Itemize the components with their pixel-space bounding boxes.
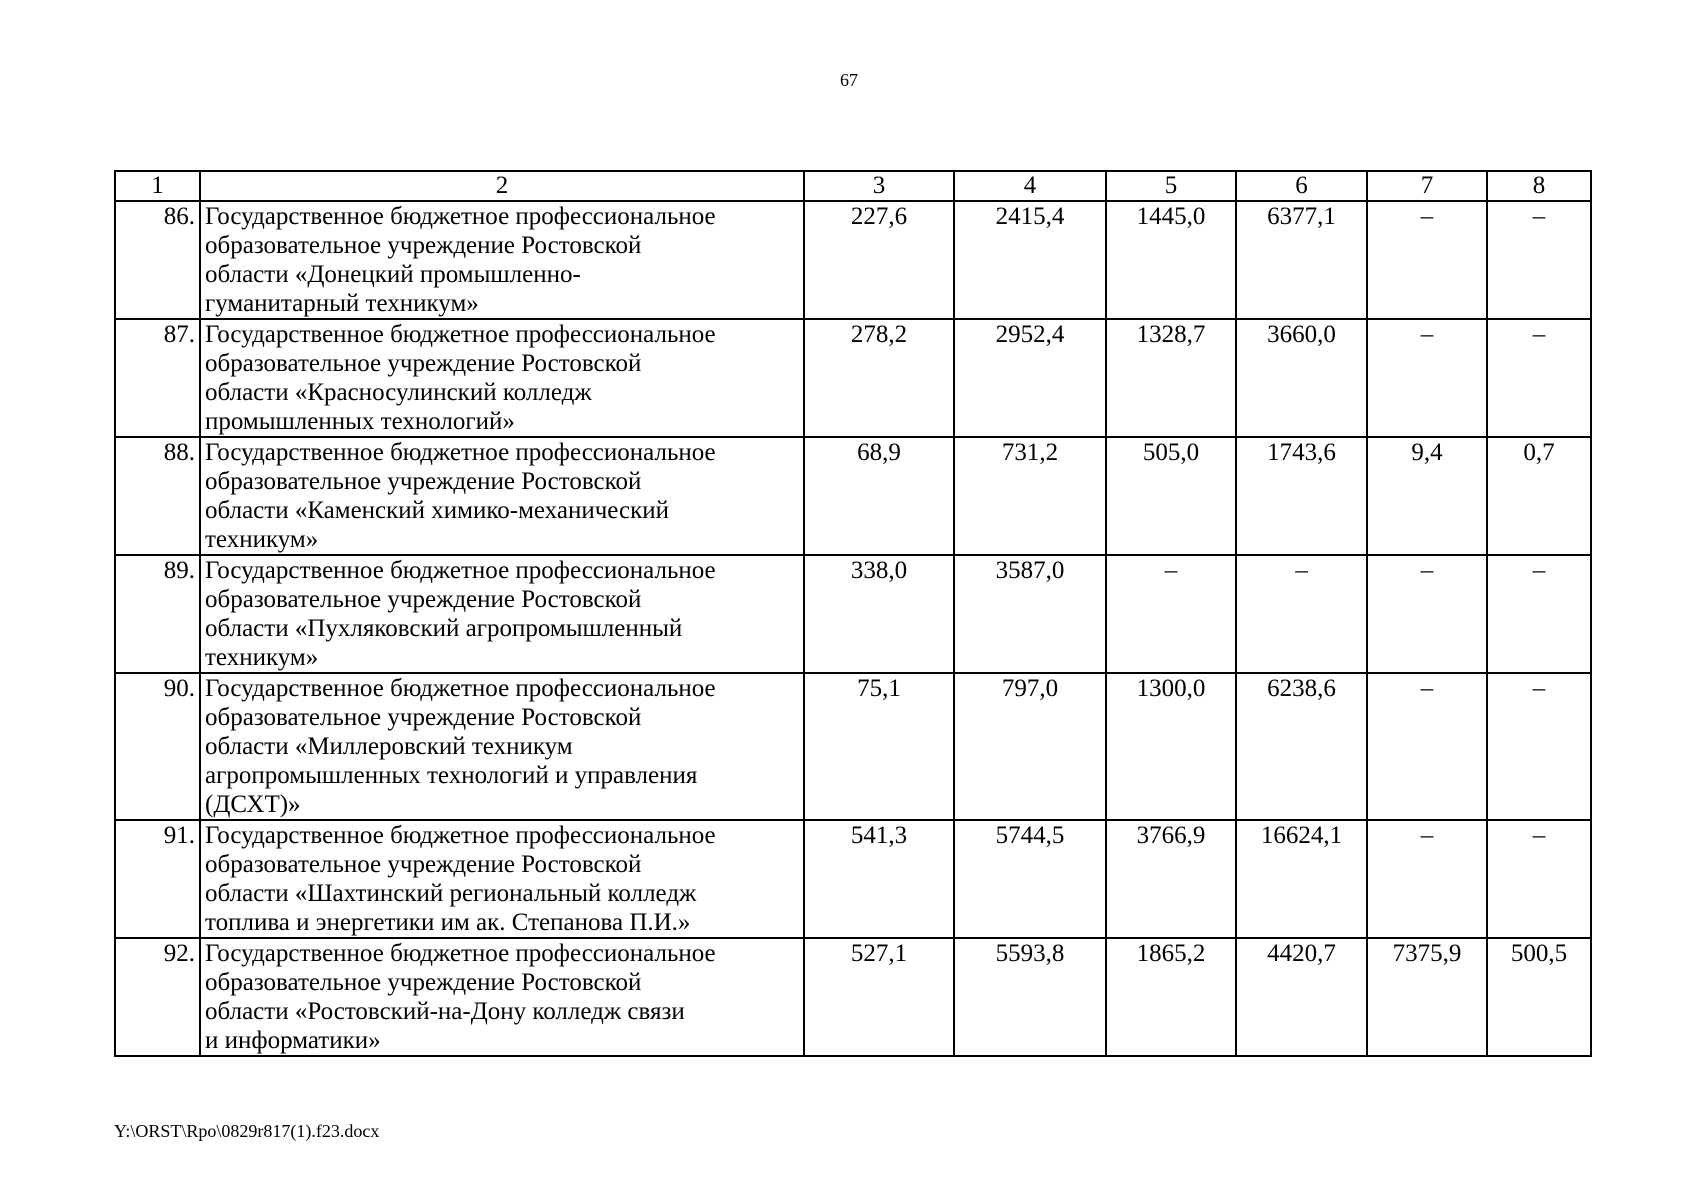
- institution-name-line: образовательное учреждение Ростовской: [205, 704, 642, 731]
- table-row: [115, 673, 1591, 820]
- row-number: 87.: [115, 319, 200, 437]
- institution-name-line: образовательное учреждение Ростовской: [205, 586, 642, 613]
- value-cell: –: [1487, 319, 1591, 437]
- value-cell: –: [1367, 820, 1487, 938]
- value-cell: 797,0: [954, 673, 1106, 820]
- institution-name-line: области «Донецкий промышленно-: [205, 261, 581, 288]
- institution-name-line: образовательное учреждение Ростовской: [205, 232, 642, 259]
- value-cell: 5744,5: [954, 820, 1106, 938]
- value-cell: –: [1487, 820, 1591, 938]
- header-cell: 1: [115, 171, 200, 201]
- institution-name-line: Государственное бюджетное профессиональное: [205, 822, 716, 849]
- table-row: [115, 820, 1591, 938]
- header-cell: 6: [1236, 171, 1367, 201]
- value-cell: –: [1367, 319, 1487, 437]
- institution-name-line: области «Шахтинский региональный колледж: [205, 880, 697, 907]
- value-cell: 731,2: [954, 437, 1106, 555]
- header-cell: 5: [1106, 171, 1236, 201]
- value-cell: 16624,1: [1236, 820, 1367, 938]
- table-body: [115, 171, 1591, 1056]
- value-cell: 541,3: [804, 820, 954, 938]
- table-row: [115, 938, 1591, 1056]
- institution-name: [200, 938, 804, 1056]
- institution-name: [200, 555, 804, 673]
- row-number: 88.: [115, 437, 200, 555]
- value-cell: 1328,7: [1106, 319, 1236, 437]
- institution-name: [200, 820, 804, 938]
- value-cell: 7375,9: [1367, 938, 1487, 1056]
- value-cell: 4420,7: [1236, 938, 1367, 1056]
- value-cell: 278,2: [804, 319, 954, 437]
- institution-name-line: образовательное учреждение Ростовской: [205, 468, 642, 495]
- row-number: 89.: [115, 555, 200, 673]
- institution-name-line: техникум»: [205, 644, 319, 671]
- institution-name-line: области «Ростовский-на-Дону колледж связи: [205, 998, 685, 1025]
- value-cell: 9,4: [1367, 437, 1487, 555]
- header-cell: 8: [1487, 171, 1591, 201]
- institution-name-line: гуманитарный техникум»: [205, 290, 479, 317]
- value-cell: 0,7: [1487, 437, 1591, 555]
- institution-name-line: и информатики»: [205, 1027, 381, 1054]
- institution-name-line: (ДСХТ)»: [205, 791, 301, 818]
- row-number: 91.: [115, 820, 200, 938]
- value-cell: 75,1: [804, 673, 954, 820]
- header-cell: 7: [1367, 171, 1487, 201]
- value-cell: –: [1236, 555, 1367, 673]
- value-cell: 338,0: [804, 555, 954, 673]
- value-cell: –: [1487, 555, 1591, 673]
- header-cell: 3: [804, 171, 954, 201]
- value-cell: 500,5: [1487, 938, 1591, 1056]
- institution-name: [200, 673, 804, 820]
- institution-name-line: Государственное бюджетное профессиональное: [205, 675, 716, 702]
- institution-name-line: области «Красносулинский колледж: [205, 379, 592, 406]
- institution-name-line: области «Каменский химико-механический: [205, 497, 669, 524]
- value-cell: 2415,4: [954, 201, 1106, 319]
- value-cell: 68,9: [804, 437, 954, 555]
- row-number: 92.: [115, 938, 200, 1056]
- value-cell: 2952,4: [954, 319, 1106, 437]
- institution-name-line: образовательное учреждение Ростовской: [205, 851, 642, 878]
- institution-name-line: техникум»: [205, 526, 319, 553]
- value-cell: 6377,1: [1236, 201, 1367, 319]
- institution-name-line: Государственное бюджетное профессиональное: [205, 557, 716, 584]
- value-cell: 3660,0: [1236, 319, 1367, 437]
- value-cell: –: [1367, 201, 1487, 319]
- institution-name-line: промышленных технологий»: [205, 408, 515, 435]
- value-cell: –: [1367, 673, 1487, 820]
- institution-name: [200, 437, 804, 555]
- institution-name-line: Государственное бюджетное профессиональное: [205, 203, 716, 230]
- institution-name: [200, 319, 804, 437]
- table-row: [115, 437, 1591, 555]
- data-table: [114, 170, 1592, 1057]
- value-cell: –: [1106, 555, 1236, 673]
- value-cell: 5593,8: [954, 938, 1106, 1056]
- value-cell: 1865,2: [1106, 938, 1236, 1056]
- value-cell: 227,6: [804, 201, 954, 319]
- value-cell: 1300,0: [1106, 673, 1236, 820]
- header-row: [115, 171, 1591, 201]
- header-cell: 2: [200, 171, 804, 201]
- value-cell: –: [1487, 673, 1591, 820]
- value-cell: 1743,6: [1236, 437, 1367, 555]
- value-cell: 6238,6: [1236, 673, 1367, 820]
- value-cell: 527,1: [804, 938, 954, 1056]
- file-path-footer: Y:\ORST\Rpo\0829r817(1).f23.docx: [114, 1121, 380, 1141]
- institution-name-line: топлива и энергетики им ак. Степанова П.И.»: [205, 909, 691, 936]
- row-number: 86.: [115, 201, 200, 319]
- value-cell: 505,0: [1106, 437, 1236, 555]
- table-row: [115, 319, 1591, 437]
- row-number: 90.: [115, 673, 200, 820]
- institution-name-line: агропромышленных технологий и управления: [205, 762, 698, 789]
- institution-name-line: области «Пухляковский агропромышленный: [205, 615, 683, 642]
- value-cell: 3766,9: [1106, 820, 1236, 938]
- page-number: 67: [840, 70, 858, 90]
- value-cell: 3587,0: [954, 555, 1106, 673]
- value-cell: –: [1487, 201, 1591, 319]
- table-row: [115, 555, 1591, 673]
- institution-name: [200, 201, 804, 319]
- institution-name-line: Государственное бюджетное профессиональное: [205, 940, 716, 967]
- institution-name-line: Государственное бюджетное профессиональное: [205, 321, 716, 348]
- table-row: [115, 201, 1591, 319]
- institution-name-line: образовательное учреждение Ростовской: [205, 969, 642, 996]
- institution-name-line: образовательное учреждение Ростовской: [205, 350, 642, 377]
- value-cell: –: [1367, 555, 1487, 673]
- value-cell: 1445,0: [1106, 201, 1236, 319]
- institution-name-line: Государственное бюджетное профессиональное: [205, 439, 716, 466]
- institution-name-line: области «Миллеровский техникум: [205, 733, 573, 760]
- header-cell: 4: [954, 171, 1106, 201]
